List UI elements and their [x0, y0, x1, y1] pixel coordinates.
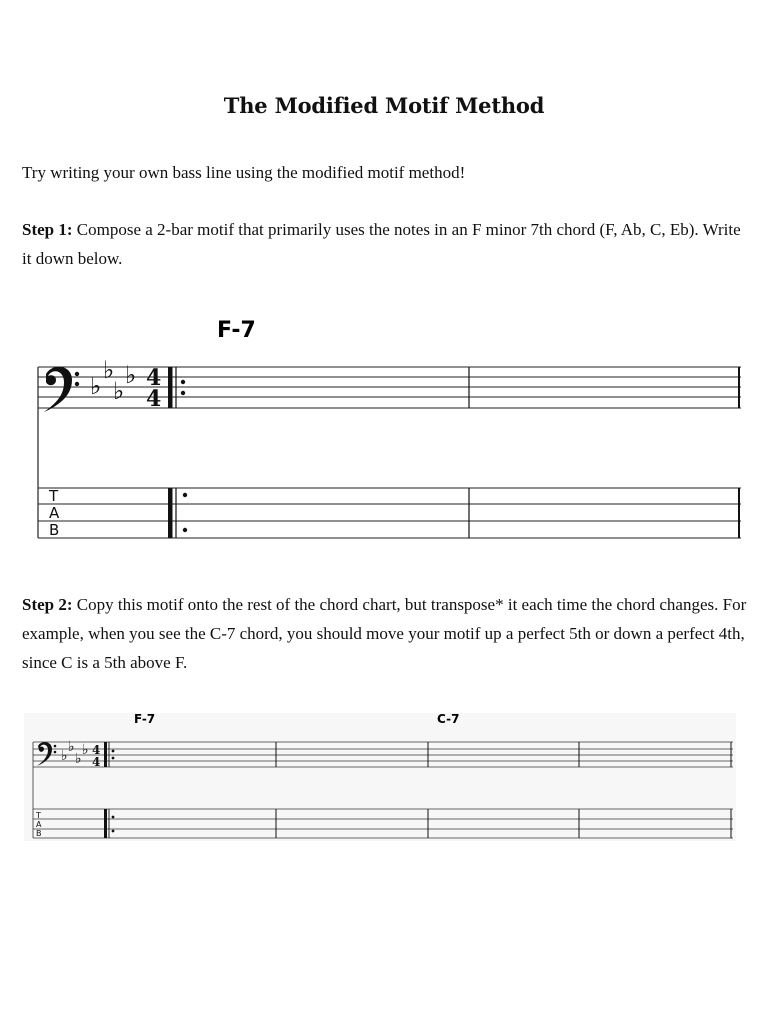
svg-text:♭: ♭ [125, 361, 137, 389]
tab-letter-b: B [36, 829, 42, 838]
time-signature-top: 4 [146, 365, 162, 391]
time-signature-bottom: 4 [92, 755, 101, 769]
intro-text: Try writing your own bass line using the modified motif method! [22, 163, 466, 182]
tab-staff-lines [38, 488, 741, 538]
chord-symbol-c-minor-7: C-7 [437, 712, 460, 726]
chord-chart-staff [0, 705, 768, 845]
bass-clef-icon [44, 367, 79, 412]
step2-text: Copy this motif onto the rest of the chord chart, but transpose* it each time the chord changes. For example, when you see the C-7 chord, you should move your motif up a perfect 5th or down a perfect 4th, since C is a 5th above F. [22, 595, 747, 672]
svg-text:♭: ♭ [68, 739, 75, 755]
svg-text:♭: ♭ [103, 356, 115, 384]
tab-letter-a: A [36, 820, 42, 829]
step1-label: Step 1: [22, 220, 73, 239]
svg-text:♭: ♭ [61, 748, 68, 764]
step1-paragraph [22, 215, 750, 273]
page-title: The Modified Motif Method [223, 93, 545, 118]
svg-text:♭: ♭ [90, 372, 102, 400]
svg-text:♭: ♭ [113, 377, 125, 405]
svg-text:♭: ♭ [75, 751, 82, 767]
tab-letter-a: A [49, 504, 60, 522]
notation-staff-lines [38, 367, 741, 408]
time-signature-top: 4 [92, 743, 101, 757]
time-signature [92, 743, 100, 769]
tab-letter-b: B [49, 521, 60, 539]
time-signature [146, 365, 161, 412]
step1-text: Compose a 2-bar motif that primarily uses the notes in an F minor 7th chord (F, Ab, C, Eb). Write it down below. [22, 220, 741, 268]
chord-symbol-f-minor-7: F-7 [134, 712, 156, 726]
key-signature-flats [90, 356, 136, 405]
time-signature-bottom: 4 [146, 386, 162, 412]
chord-symbol-f-minor-7: F-7 [217, 318, 256, 343]
step2-paragraph [22, 590, 750, 677]
tab-repeat-start-barline [168, 488, 187, 538]
tab-letter-t: T [36, 811, 41, 820]
step2-label: Step 2: [22, 595, 73, 614]
motif-staff [0, 300, 768, 550]
tab-letter-t: T [49, 487, 59, 505]
svg-text:♭: ♭ [82, 742, 89, 758]
